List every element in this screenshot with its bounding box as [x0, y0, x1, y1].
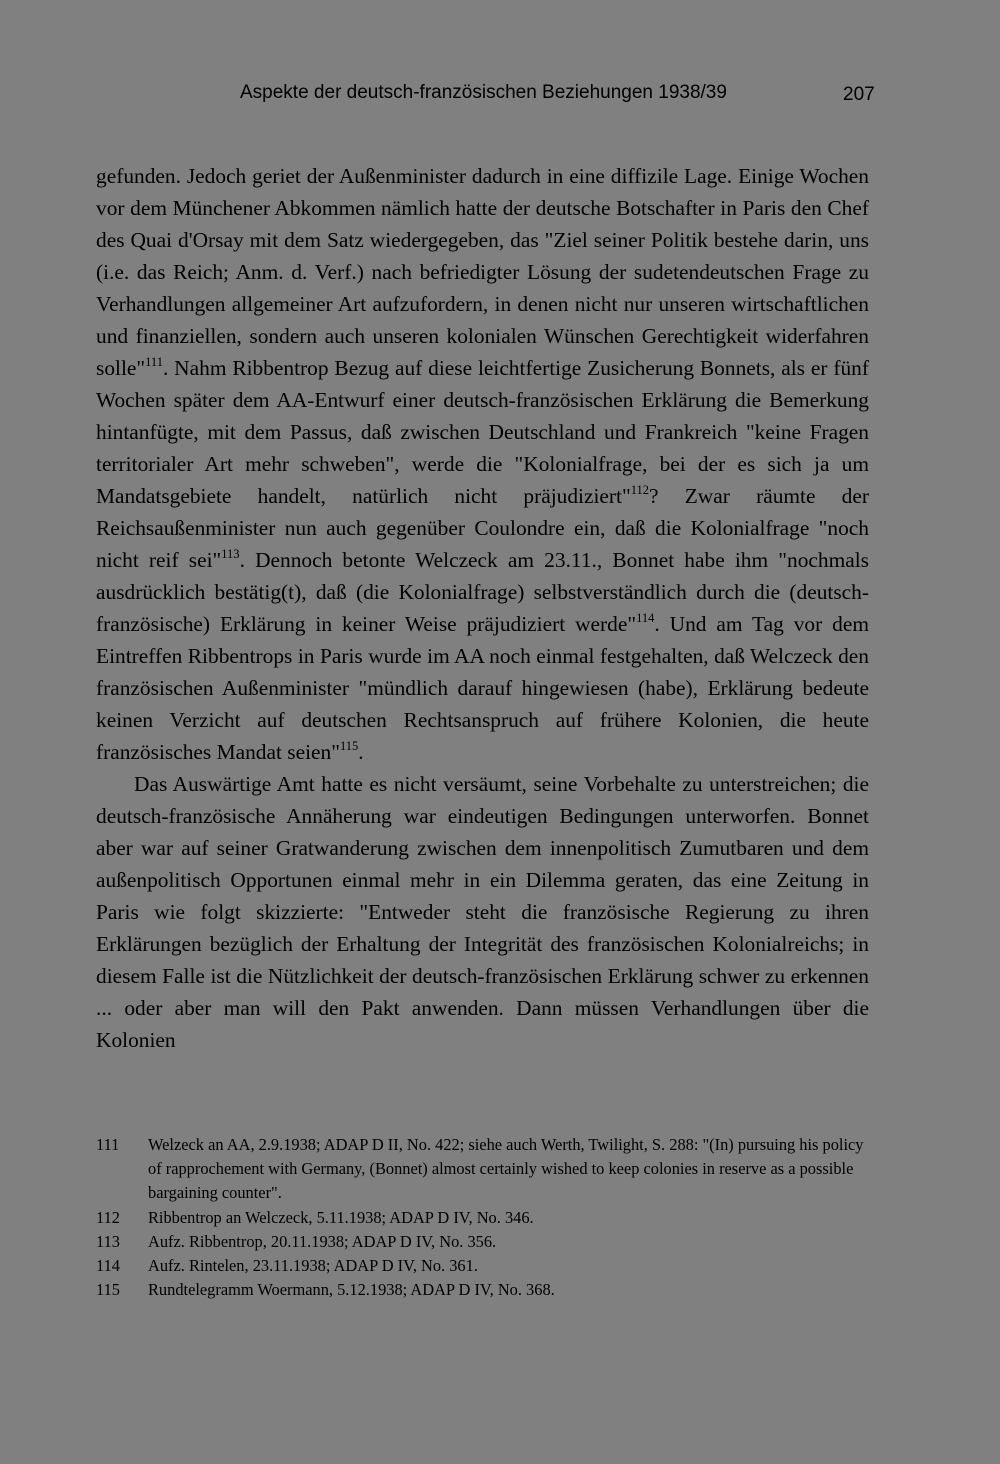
footnote-text: Ribbentrop an Welczeck, 5.11.1938; ADAP D IV, No. 346. — [148, 1207, 534, 1227]
footnote-ref: 114 — [636, 611, 655, 625]
running-header: Aspekte der deutsch-französischen Beziehungen 1938/39 — [240, 82, 727, 103]
paragraph — [96, 160, 869, 768]
footnote — [96, 1133, 869, 1206]
text-run: . Und am Tag vor dem Eintreffen Ribbentrops in Paris wurde im AA noch einmal festgehalten, daß Welczeck den französischen Außenminister "mündlich darauf hingewiesen (habe), Erklärung bedeute keinen Verzicht auf deutschen Rechtsanspruch auf frühere Kolonien, die heute französisches Mandat seien" — [96, 612, 869, 764]
text-run: ? Zwar räumte der Reichsaußenminister nun auch gegenüber Coulondre ein, daß die Kolonialfrage "noch nicht reif sei" — [96, 484, 869, 572]
text-run: . Nahm Ribbentrop Bezug auf diese leichtfertige Zusicherung Bonnets, als er fünf Wochen später dem AA-Entwurf einer deutsch-französischen Erklärung die Bemerkung hintanfügte, mit dem Passus, daß zwischen Deutschland und Frankreich "keine Fragen territorialer Art mehr schweben", werde die "Kolonialfrage, bei der es sich ja um Mandatsgebiete handelt, natürlich nicht präjudiziert" — [96, 356, 869, 508]
page-number: 207 — [843, 84, 875, 105]
footnote-text: Welzeck an AA, 2.9.1938; ADAP D II, No. 422; siehe auch Werth, Twilight, S. 288: "(In) pursuing his policy of rapprochement with Germany, (Bonnet) almost certainly wished to keep colonies in reserve as a possible bargaining counter". — [148, 1135, 864, 1203]
footnote-text: Aufz. Rintelen, 23.11.1938; ADAP D IV, No. 361. — [148, 1256, 478, 1276]
footnote-number: 113 — [96, 1231, 120, 1251]
main-text — [96, 160, 869, 1056]
footnotes — [96, 1133, 869, 1302]
footnote-ref: 115 — [339, 739, 359, 753]
footnote-number: 114 — [96, 1256, 120, 1276]
paragraph: Das Auswärtige Amt hatte es nicht versäumt, seine Vorbehalte zu unterstreichen; die deutsch-französische Annäherung war eindeutigen Bedingungen unterworfen. Bonnet aber war auf seiner Gratwanderung zwischen dem innenpolitisch Zumutbaren und dem außenpolitisch Opportunen einmal mehr in ein Dilemma geraten, das eine Zeitung in Paris wie folgt skizzierte: "Entweder steht die französische Regierung zu ihren Erklärungen bezüglich der Erhaltung der Integrität des französischen Kolonialreichs; in diesem Falle ist die Nützlichkeit der deutsch-französischen Erklärung schwer zu erkennen ... oder aber man will den Pakt anwenden. Dann müssen Verhandlungen über die Kolonien — [96, 772, 869, 1052]
footnote-number: 112 — [96, 1207, 120, 1227]
footnote — [96, 1230, 869, 1254]
footnote-ref: 113 — [221, 547, 240, 561]
footnote-number: 115 — [96, 1280, 120, 1300]
footnote-text: Rundtelegramm Woermann, 5.12.1938; ADAP D IV, No. 368. — [148, 1280, 555, 1300]
text-run: . Dennoch betonte Welczeck am 23.11., Bonnet habe ihm "nochmals ausdrücklich bestätig(t), daß (die Kolonialfrage) selbstverständlich durch die (deutsch-französische) Erklärung in keiner Weise präjudiziert werde" — [96, 548, 869, 636]
footnote-text: Aufz. Ribbentrop, 20.11.1938; ADAP D IV, No. 356. — [148, 1231, 497, 1251]
text-run: . — [358, 740, 364, 764]
footnote-ref: 111 — [145, 355, 163, 369]
text-run: gefunden. Jedoch geriet der Außenminister dadurch in eine diffizile Lage. Einige Wochen vor dem Münchener Abkommen nämlich hatte der deutsche Botschafter in Paris den Chef des Quai d'Orsay mit dem Satz wiedergegeben, das "Ziel seiner Politik bestehe darin, uns (i.e. das Reich; Anm. d. Verf.) nach befriedigter Lösung der sudetendeutschen Frage zu Verhandlungen allgemeiner Art aufzufordern, in denen nicht nur unseren wirtschaftlichen und finanziellen, sondern auch unseren kolonialen Wünschen Gerechtigkeit widerfahren solle" — [96, 164, 869, 380]
footnote-ref: 112 — [630, 483, 650, 497]
footnote — [96, 1206, 869, 1230]
footnote-number: 111 — [96, 1135, 120, 1154]
footnote — [96, 1254, 869, 1278]
footnote — [96, 1278, 869, 1302]
